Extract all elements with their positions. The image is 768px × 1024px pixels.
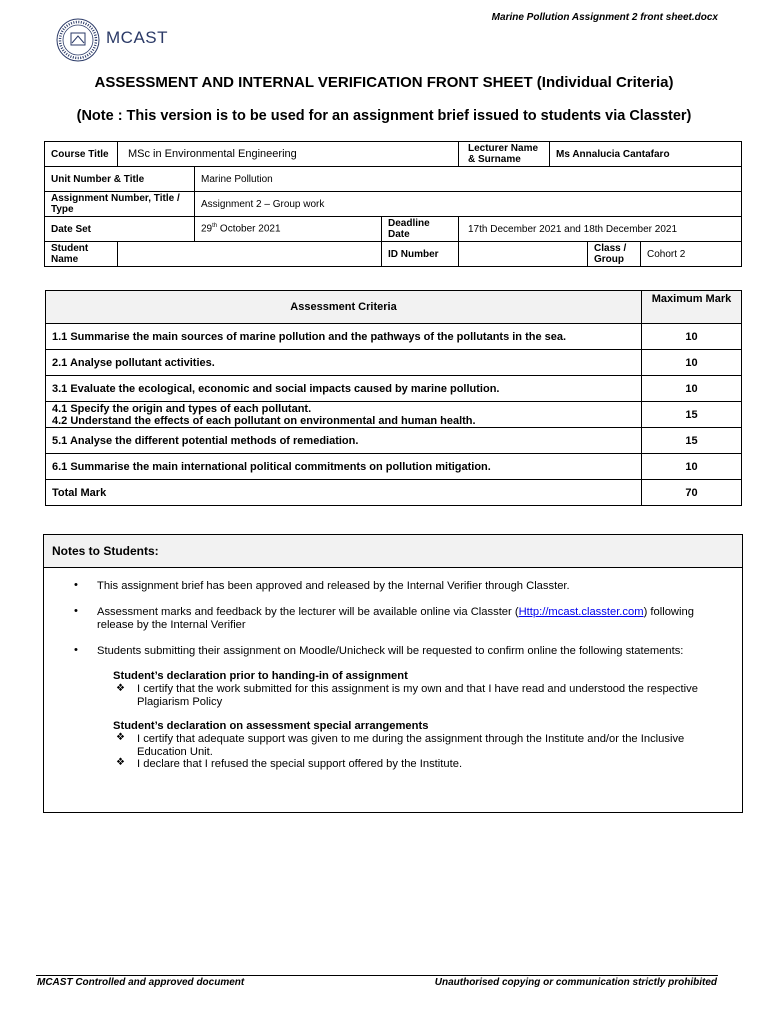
classter-link[interactable]: Http://mcast.classter.com bbox=[518, 606, 644, 618]
deadline-value: 17th December 2021 and 18th December 2021 bbox=[459, 217, 742, 242]
mcast-seal-icon bbox=[56, 18, 100, 62]
criteria-row bbox=[46, 324, 742, 350]
criteria-text: 6.1 Summarise the main international political commitments on pollution mitigation. bbox=[46, 454, 642, 480]
declaration-heading: Student’s declaration on assessment special arrangements bbox=[113, 720, 429, 732]
mcast-logo-text: MCAST bbox=[106, 28, 168, 47]
note-moodle: Students submitting their assignment on Moodle/Unicheck will be requested to confirm online the following statements: bbox=[97, 645, 684, 657]
criteria-column-header: Assessment Criteria bbox=[46, 291, 642, 324]
criteria-mark: 10 bbox=[642, 350, 742, 376]
criteria-mark: 10 bbox=[642, 376, 742, 402]
class-group-value: Cohort 2 bbox=[641, 242, 742, 267]
criteria-mark: 10 bbox=[642, 454, 742, 480]
date-set-value: 29th October 2021 bbox=[195, 217, 382, 242]
note-approval: This assignment brief has been approved and released by the Internal Verifier through Classter. bbox=[97, 580, 570, 592]
diamond-bullet-icon: ❖ bbox=[116, 757, 125, 768]
criteria-row bbox=[46, 402, 742, 428]
page-title: ASSESSMENT AND INTERNAL VERIFICATION FRONT SHEET (Individual Criteria) bbox=[94, 74, 674, 91]
criteria-mark: 10 bbox=[642, 324, 742, 350]
notes-to-students-box bbox=[43, 534, 743, 813]
notes-heading: Notes to Students: bbox=[44, 535, 742, 568]
declaration-heading: Student’s declaration prior to handing-in of assignment bbox=[113, 670, 408, 682]
max-mark-column-header: Maximum Mark bbox=[642, 291, 742, 324]
course-title-label: Course Title bbox=[45, 142, 118, 167]
criteria-row bbox=[46, 454, 742, 480]
diamond-bullet-icon: ❖ bbox=[116, 683, 125, 694]
assignment-value: Assignment 2 – Group work bbox=[195, 192, 742, 217]
diamond-bullet-icon: ❖ bbox=[116, 732, 125, 743]
unit-label: Unit Number & Title bbox=[45, 167, 195, 192]
document-filename: Marine Pollution Assignment 2 front sheet.docx bbox=[491, 12, 718, 23]
criteria-mark: 15 bbox=[642, 402, 742, 428]
page-subtitle: (Note : This version is to be used for an assignment brief issued to students via Classter) bbox=[76, 108, 692, 124]
lecturer-value: Ms Annalucia Cantafaro bbox=[550, 142, 742, 167]
total-mark-value: 70 bbox=[642, 480, 742, 506]
criteria-text: 2.1 Analyse pollutant activities. bbox=[46, 350, 642, 376]
bullet-icon: • bbox=[74, 644, 78, 656]
declaration-item: I certify that adequate support was given to me during the assignment through the Institute and/or the Inclusive Education Unit. bbox=[137, 733, 685, 758]
student-name-label: Student Name bbox=[45, 242, 118, 267]
declaration-item: I certify that the work submitted for this assignment is my own and that I have read and understood the respective Plagiarism Policy bbox=[137, 683, 698, 708]
assignment-info-table bbox=[44, 141, 742, 267]
bullet-icon: • bbox=[74, 605, 78, 617]
footer-divider bbox=[36, 975, 718, 976]
footer-right-text: Unauthorised copying or communication strictly prohibited bbox=[434, 977, 717, 988]
criteria-text: 5.1 Analyse the different potential methods of remediation. bbox=[46, 428, 642, 454]
student-name-field[interactable] bbox=[118, 242, 382, 267]
criteria-text: 3.1 Evaluate the ecological, economic and social impacts caused by marine pollution. bbox=[46, 376, 642, 402]
date-set-label: Date Set bbox=[45, 217, 195, 242]
note-marks-feedback: Assessment marks and feedback by the lecturer will be available online via Classter (Http://mcast.classter.com) following release by the Internal Verifier bbox=[97, 606, 694, 631]
criteria-mark: 15 bbox=[642, 428, 742, 454]
criteria-text-line: 4.2 Understand the effects of each pollutant on environmental and human health. bbox=[52, 414, 476, 427]
assignment-label: Assignment Number, Title / Type bbox=[45, 192, 195, 217]
class-group-label: Class / Group bbox=[588, 242, 641, 267]
declaration-item: I declare that I refused the special support offered by the Institute. bbox=[137, 758, 463, 770]
bullet-icon: • bbox=[74, 579, 78, 591]
assessment-criteria-table bbox=[45, 290, 742, 506]
unit-value: Marine Pollution bbox=[195, 167, 742, 192]
criteria-row bbox=[46, 376, 742, 402]
lecturer-label: Lecturer Name & Surname bbox=[459, 142, 550, 167]
total-mark-label: Total Mark bbox=[46, 480, 642, 506]
total-row bbox=[46, 480, 742, 506]
id-number-field[interactable] bbox=[459, 242, 588, 267]
criteria-text bbox=[46, 402, 642, 428]
deadline-label: Deadline Date bbox=[382, 217, 459, 242]
criteria-text-line: 4.1 Specify the origin and types of each pollutant. bbox=[52, 402, 312, 415]
criteria-row bbox=[46, 350, 742, 376]
criteria-row bbox=[46, 428, 742, 454]
criteria-text: 1.1 Summarise the main sources of marine pollution and the pathways of the pollutants in the sea. bbox=[46, 324, 642, 350]
footer-left-text: MCAST Controlled and approved document bbox=[37, 977, 245, 988]
course-title-value: MSc in Environmental Engineering bbox=[118, 142, 459, 167]
id-number-label: ID Number bbox=[382, 242, 459, 267]
